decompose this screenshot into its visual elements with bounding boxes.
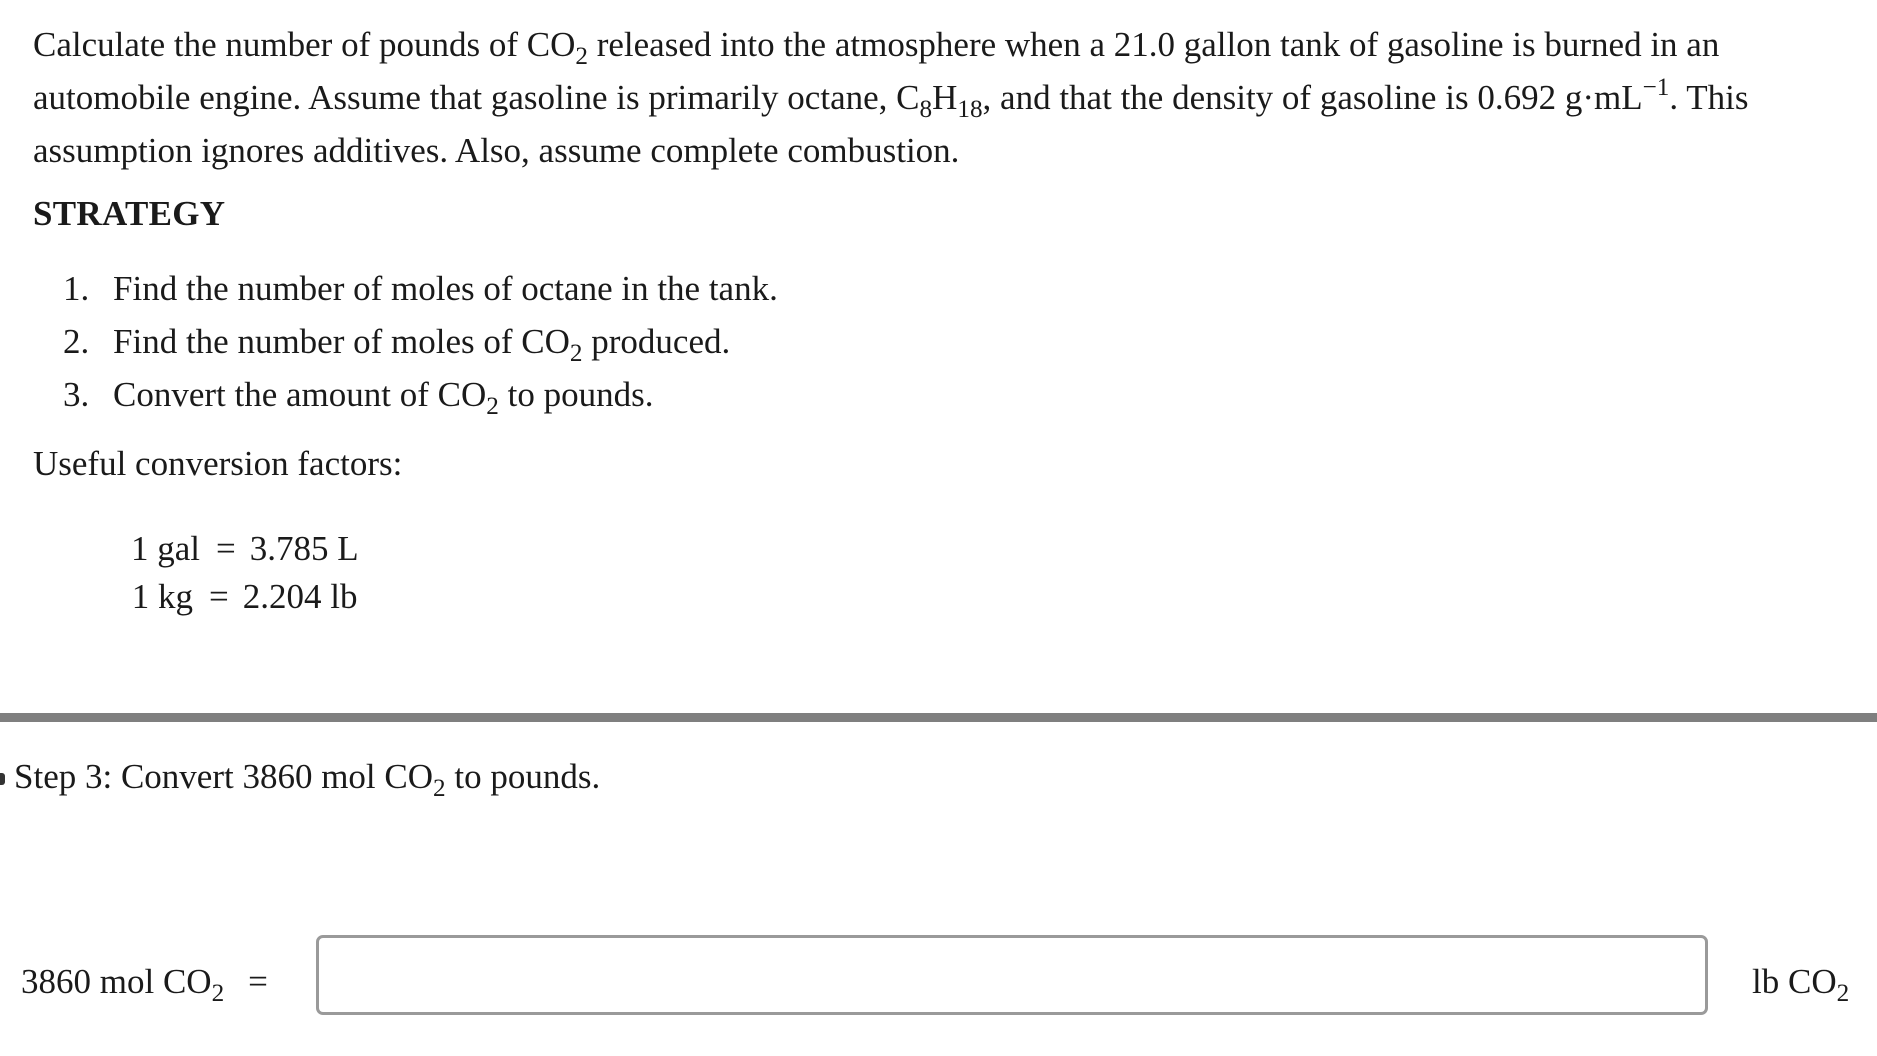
step-number: 2. (63, 322, 90, 361)
subscript: 2 (1836, 980, 1850, 1008)
step-text: Find the number of moles of octane in the tank. (113, 269, 778, 308)
unit-label (1752, 962, 1850, 1008)
strategy-step (63, 266, 778, 319)
problem-text: . This (1669, 78, 1749, 117)
equation-label (21, 962, 268, 1008)
subscript: 18 (957, 96, 983, 124)
subscript: 2 (433, 775, 446, 803)
section-divider (0, 713, 1877, 722)
problem-line-2 (33, 71, 1853, 124)
problem-text: automobile engine. Assume that gasoline is primarily octane, C (33, 78, 920, 117)
step-text: Find the number of moles of CO (113, 322, 570, 361)
step-marker-icon (0, 773, 5, 785)
subscript: 2 (486, 393, 499, 421)
conversion-factor-gal (130, 525, 359, 573)
factor-lhs: 1 gal (130, 529, 200, 568)
conversion-factor-kg (130, 573, 359, 621)
equals-sign: = (216, 529, 236, 568)
step-text: to pounds. (498, 375, 654, 414)
problem-text: Calculate the number of pounds of CO (33, 25, 576, 64)
factor-rhs: 3.785 L (249, 529, 359, 568)
equals-sign: = (248, 962, 268, 1001)
strategy-step (63, 372, 778, 425)
conversion-factors-label: Useful conversion factors: (33, 444, 403, 483)
subscript: 2 (569, 340, 583, 368)
subscript: 2 (211, 980, 225, 1008)
step-text: produced. (582, 322, 731, 361)
problem-line-3: assumption ignores additives. Also, assume complete combustion. (33, 131, 960, 170)
factor-lhs: 1 kg (131, 577, 193, 616)
equation-text: 3860 mol CO (21, 962, 212, 1001)
factor-rhs: 2.204 lb (242, 577, 358, 616)
problem-statement (33, 18, 1853, 177)
problem-text: released into the atmosphere when a 21.0 gallon tank of gasoline is burned in an (587, 25, 1720, 64)
heading-text: Step 3: Convert 3860 mol CO (14, 757, 434, 796)
conversion-factors (130, 525, 359, 621)
problem-line-1 (33, 18, 1853, 71)
step-number: 3. (63, 375, 90, 414)
problem-text: H (932, 78, 958, 117)
subscript: 8 (919, 96, 933, 124)
heading-text: to pounds. (445, 757, 601, 796)
strategy-list (63, 266, 778, 425)
problem-text: , and that the density of gasoline is 0.692 g·mL (982, 78, 1643, 117)
strategy-step (63, 319, 778, 372)
unit-text: lb CO (1752, 962, 1837, 1001)
strategy-heading: STRATEGY (33, 194, 226, 233)
answer-input[interactable] (316, 935, 1708, 1015)
step-3-heading (14, 757, 601, 803)
step-text: Convert the amount of CO (113, 375, 487, 414)
subscript: 2 (575, 43, 588, 71)
equals-sign: = (209, 577, 229, 616)
superscript: −1 (1642, 74, 1670, 102)
step-number: 1. (63, 269, 90, 308)
